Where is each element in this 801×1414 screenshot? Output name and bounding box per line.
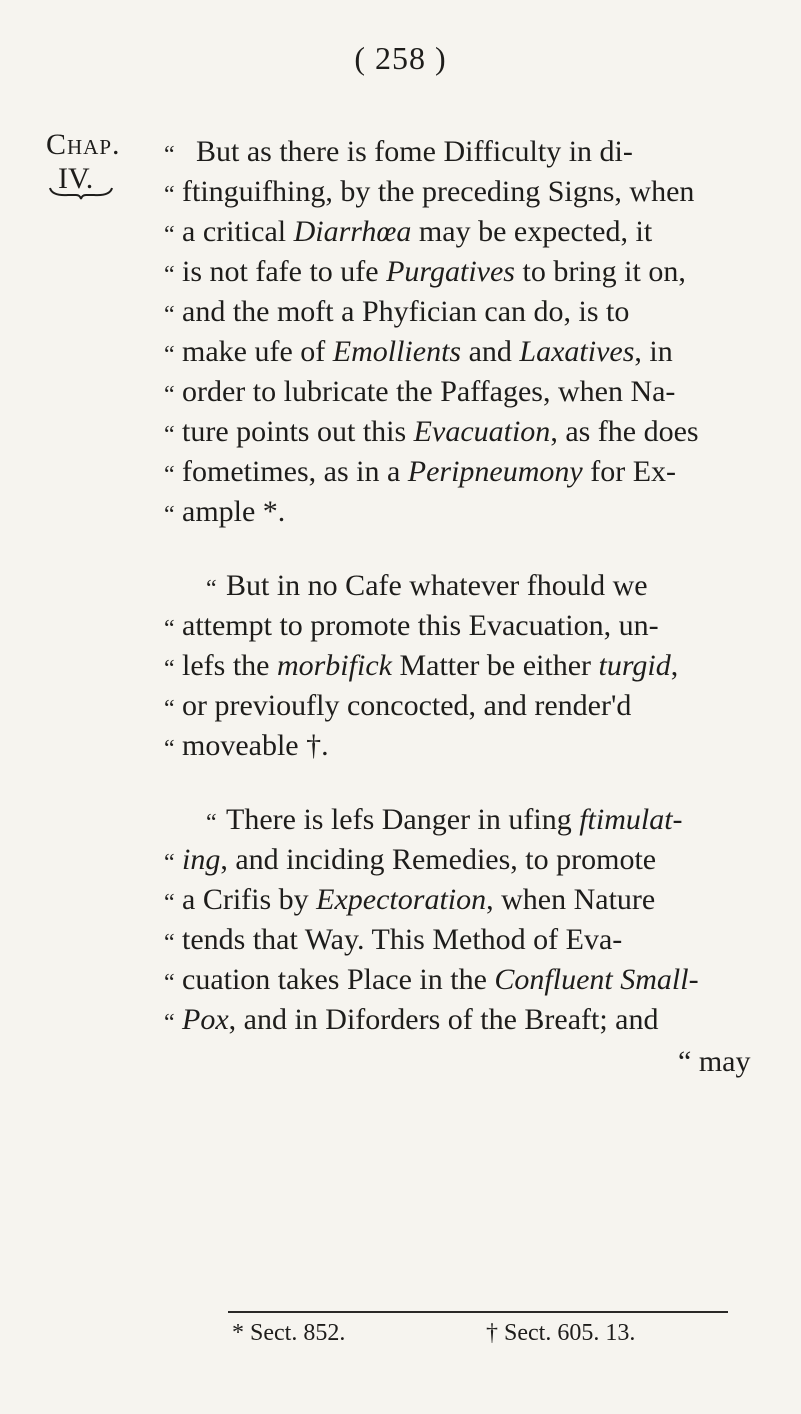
text-line: attempt to promote this Evacuation, un-: [182, 609, 659, 642]
quote-mark: “: [164, 462, 175, 488]
quote-mark: “: [164, 182, 175, 208]
text-line: make ufe of Emollients and Laxatives, in: [182, 335, 673, 368]
quote-mark: “: [164, 656, 175, 682]
quote-mark: “: [164, 262, 175, 288]
text-line: There is lefs Danger in ufing ftimulat-: [226, 803, 683, 836]
text-line: ample *.: [182, 495, 286, 528]
quote-mark: “: [164, 1010, 175, 1036]
text-line: order to lubricate the Paffages, when Na-: [182, 375, 676, 408]
quote-mark: “: [164, 502, 175, 528]
quote-mark: “: [164, 382, 175, 408]
text-line: or previoufly concocted, and render'd: [182, 689, 632, 722]
text-line: But as there is fome Difficulty in di-: [196, 135, 633, 168]
text-line: Pox, and in Diforders of the Breaft; and: [182, 1003, 659, 1036]
chapter-label: Chap.: [46, 128, 121, 161]
text-line: cuation takes Place in the Confluent Small-: [182, 963, 699, 996]
text-line: and the moft a Phyfician can do, is to: [182, 295, 630, 328]
quote-mark: “: [164, 850, 175, 876]
text-line: tends that Way. This Method of Eva-: [182, 923, 623, 956]
text-line: is not fafe to ufe Purgatives to bring it on,: [182, 255, 686, 288]
quote-mark: “: [206, 576, 217, 602]
text-line: a Crifis by Expectoration, when Nature: [182, 883, 656, 916]
quote-mark: “: [164, 142, 175, 168]
footnote-1: * Sect. 852.: [232, 1320, 346, 1346]
quote-mark: “: [164, 342, 175, 368]
quote-mark: “: [164, 970, 175, 996]
text-line: a critical Diarrhœa may be expected, it: [182, 215, 653, 248]
page-number: ( 258 ): [354, 40, 447, 76]
chapter-number: IV.: [58, 162, 94, 195]
text-line: lefs the morbifick Matter be either turgid,: [182, 649, 679, 682]
quote-mark: “: [206, 810, 217, 836]
quote-mark: “: [164, 696, 175, 722]
quote-mark: “: [164, 930, 175, 956]
text-line: ture points out this Evacuation, as fhe does: [182, 415, 699, 448]
quote-mark: “: [164, 422, 175, 448]
catchword: “ may: [678, 1045, 751, 1078]
quote-mark: “: [164, 736, 175, 762]
text-line: moveable †.: [182, 729, 329, 762]
footnote-rule: [228, 1311, 728, 1313]
quote-mark: “: [164, 222, 175, 248]
text-line: ing, and inciding Remedies, to promote: [182, 843, 657, 876]
brace-ornament: [48, 186, 114, 200]
quote-mark: “: [164, 302, 175, 328]
text-line: But in no Cafe whatever fhould we: [226, 569, 648, 602]
footnote-2: † Sect. 605. 13.: [486, 1320, 636, 1346]
quote-mark: “: [164, 616, 175, 642]
text-line: ftinguifhing, by the preceding Signs, when: [182, 175, 695, 208]
text-line: fometimes, as in a Peripneumony for Ex-: [182, 455, 677, 488]
quote-mark: “: [164, 890, 175, 916]
